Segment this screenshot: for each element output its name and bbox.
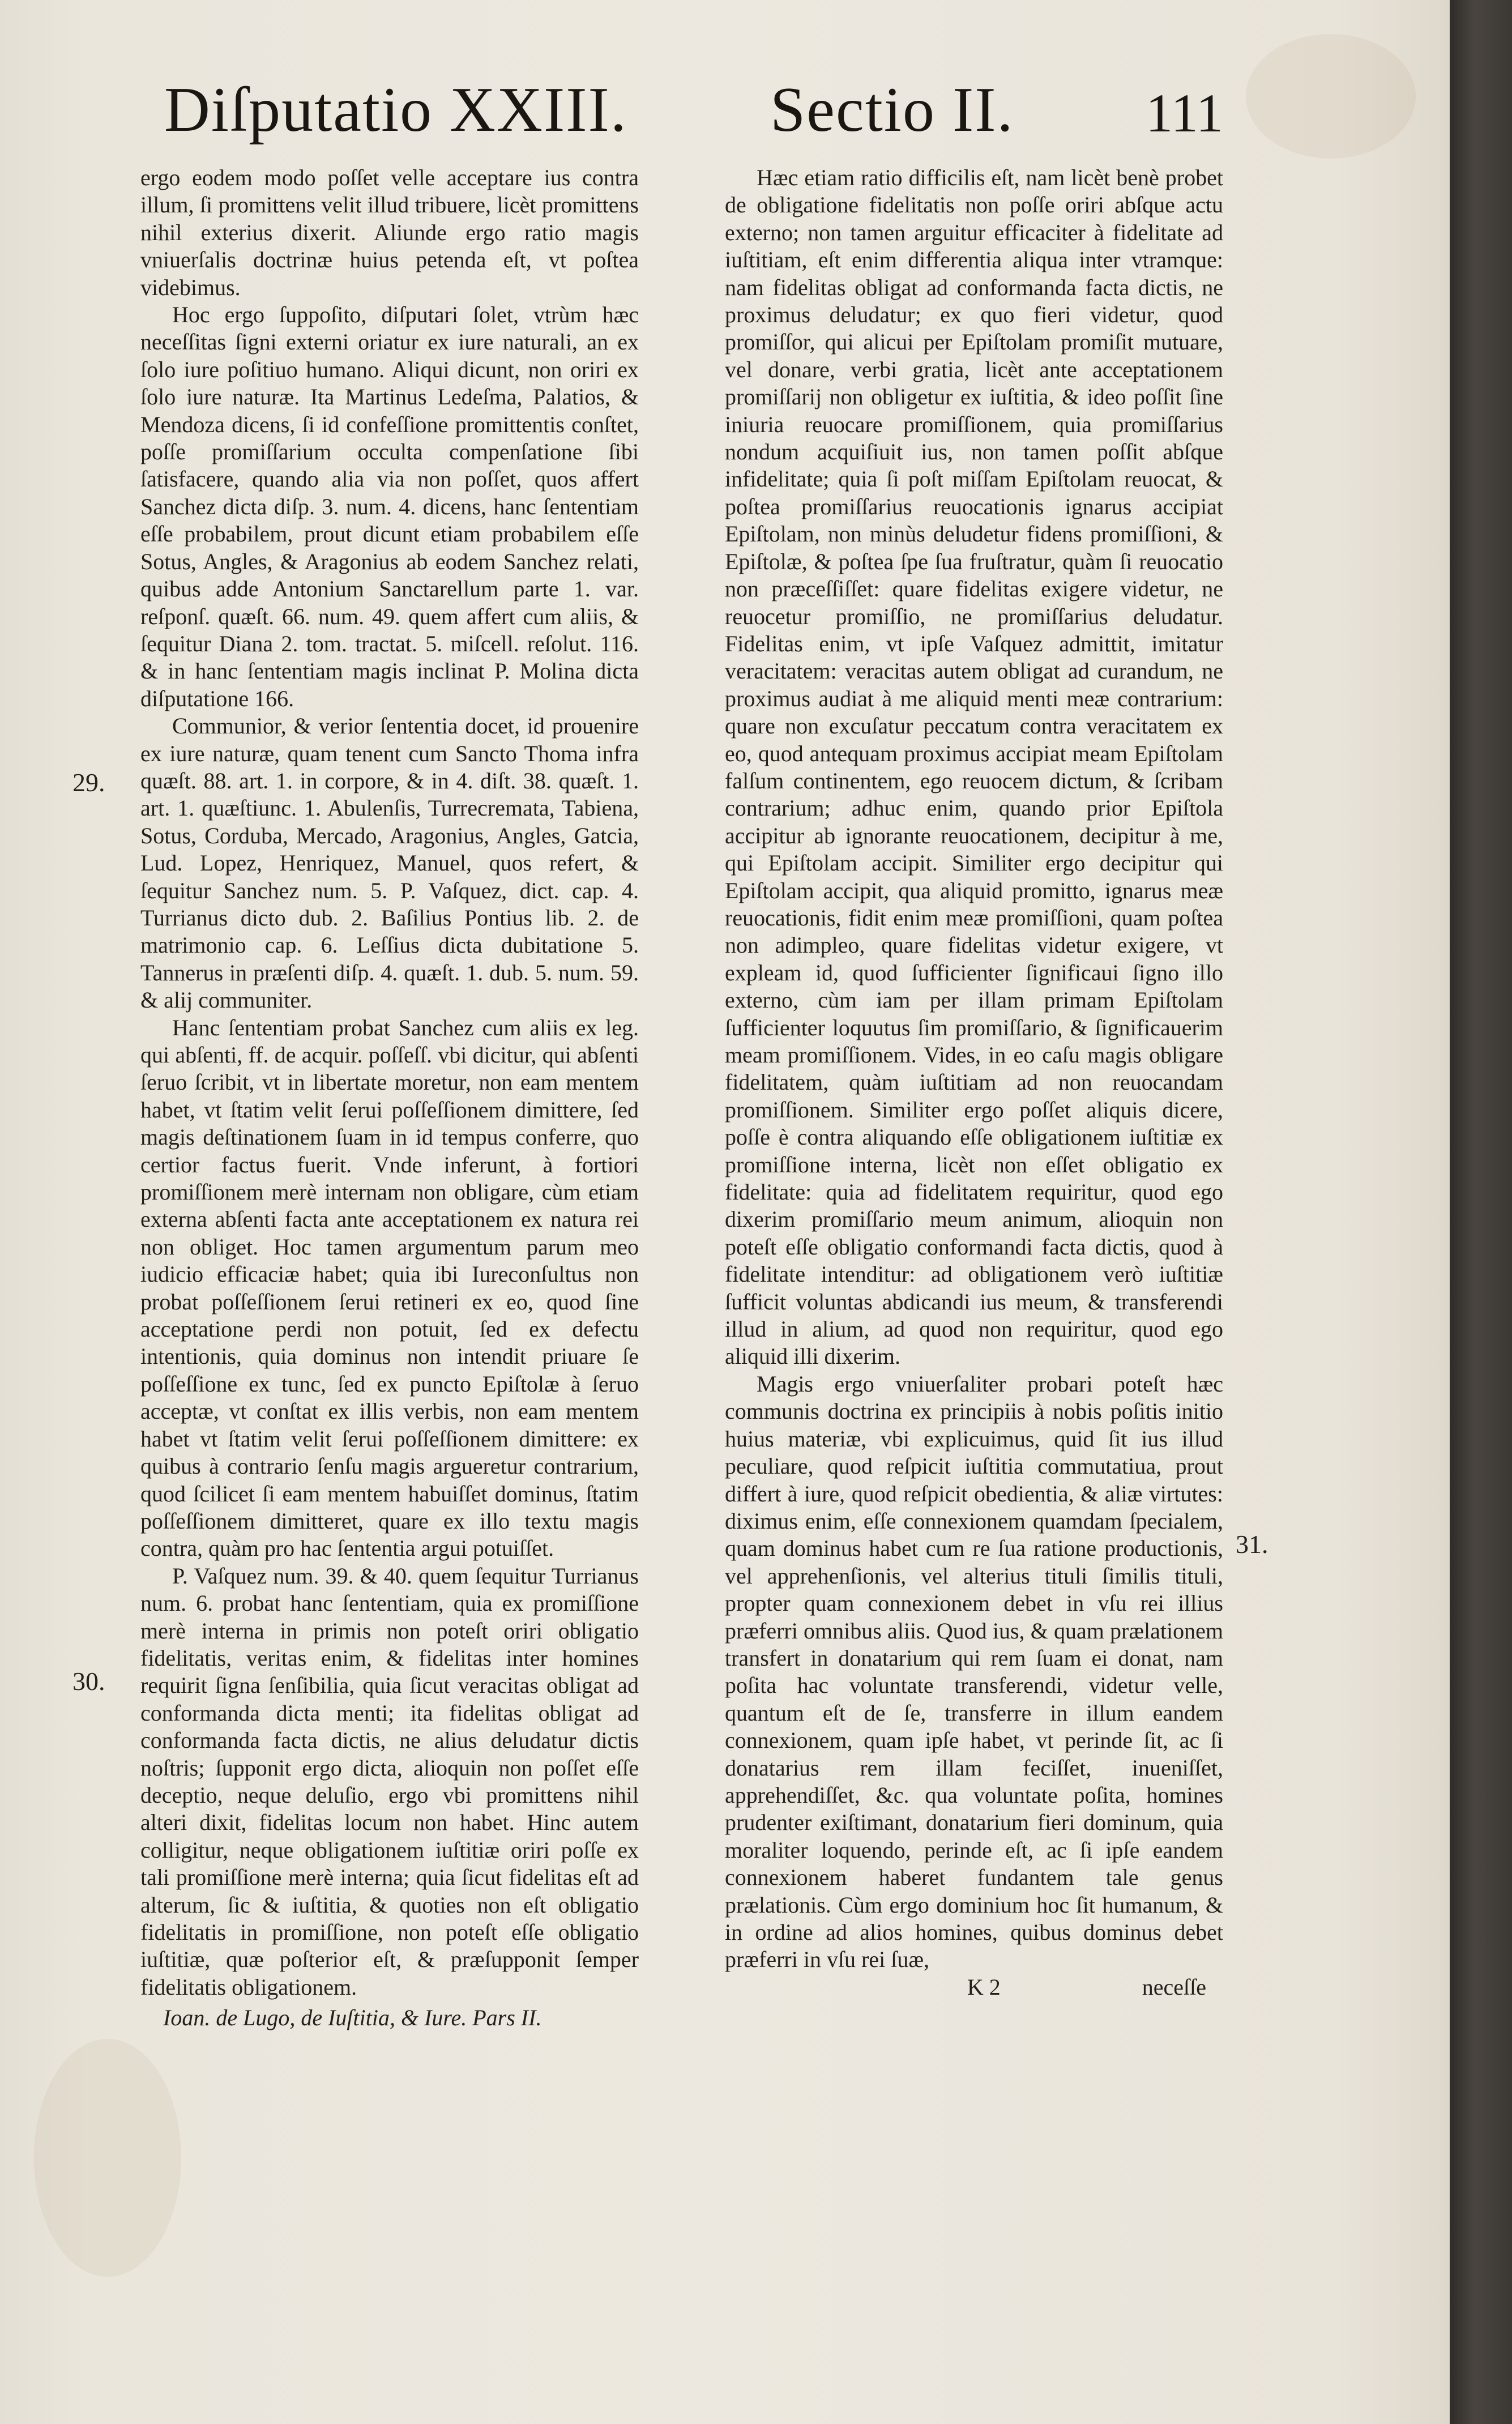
margin-number-31: 31. [1236,1530,1268,1559]
margin-number-30: 30. [72,1667,105,1696]
running-header [164,74,1229,159]
paragraph: ergo eodem modo poſſet velle acceptare ius contra illum, ſi promittens velit illud tribuere, licèt promittens nihil exterius dixerit. Aliunde ergo ratio magis vniuerſalis doctrinæ huius petenda eſt, vt poſtea videbimus. [140,165,639,300]
left-column [140,164,639,2032]
paper-stain [34,2039,181,2277]
paper-stain [1246,34,1416,159]
catchword: neceſſe [1142,1974,1206,2000]
header-disputatio: Diſputatio XXIII. [164,75,627,145]
header-sectio: Sectio II. [770,75,1014,145]
paragraph: Magis ergo vniuerſaliter probari poteſt hæc communis doctrina ex principiis à nobis poſitis initio huius materiæ, vbi explicuimus, quid ſit ius illud peculiare, quod reſpicit iuſtitia commutatiua, prout differt à iure, quod reſpicit obedientia, & aliæ virtutes: diximus enim, eſſe connexionem quamdam ſpecialem, quam dominus habet cum re ſua ratione productionis, vel apprehenſionis, vel alterius tituli ſimilis tituli, propter quam connexionem debet in vſu rei illius præferri omnibus aliis. Quod ius, & quam prælationem transfert in donatarium qui rem ſuam ei donat, nam poſita hac voluntate transferendi, videtur velle, quantum eſt de ſe, transferre in illum eandem connexionem, quam ipſe habet, vt perinde ſit, ac ſi donatarius rem illam feciſſet, inueniſſet, apprehendiſſet, &c. qua voluntate poſita, homines prudenter exiſtimant, donatarium fieri dominum, quia moraliter loquendo, perinde eſt, ac ſi ipſe eandem connexionem haberet fundantem tale genus prælationis. Cùm ergo dominium hoc ſit humanum, & in ordine ad alios homines, quibus dominus debet præferri in vſu rei ſuæ, [725,1371,1223,1973]
paragraph: Communior, & verior ſententia docet, id prouenire ex iure naturæ, quam tenent cum Sancto Thoma infra quæſt. 88. art. 1. in corpore, & in 4. diſt. 38. quæſt. 1. art. 1. quæſtiunc. 1. Abulenſis, Turrecremata, Tabiena, Sotus, Corduba, Mercado, Aragonius, Angles, Gatcia, Lud. Lopez, Henriquez, Manuel, quos refert, & ſequitur Sanchez num. 5. P. Vaſquez, dict. cap. 4. Turrianus dicto dub. 2. Baſilius Pontius lib. 2. de matrimonio cap. 6. Leſſius dicta dubitatione 5. Tannerus in præſenti diſp. 4. quæſt. 1. dub. 5. num. 59. & alij communiter. [140,713,639,1013]
right-column [725,164,1223,2001]
margin-number-29: 29. [72,768,105,797]
paragraph: P. Vaſquez num. 39. & 40. quem ſequitur Turrianus num. 6. probat hanc ſententiam, quia ex promiſſione merè interna in primis non poteſt oriri obligatio fidelitatis, veritas enim, & fidelitas inter homines requirit ſigna ſenſibilia, quia ſicut veracitas obligat ad conformanda dicta menti; ita fidelitas obligat ad conformanda facta dictis, ne alius deludatur dictis noſtris; ſupponit ergo dicta, alioquin non poſſet eſſe deceptio, neque deluſio, ergo vbi promittens nihil alteri dixit, fidelitas locum non habet. Hinc autem colligitur, neque obligationem iuſtitiæ oriri poſſe ex tali promiſſione merè interna; quia ſicut fidelitas eſt ad alterum, ſic & iuſtitia, & quoties non eſt obligatio fidelitatis in promiſſione, non poteſt eſſe obligatio iuſtitiæ, quæ poſterior eſt, & præſupponit ſemper fidelitatis obligationem. [140,1563,639,2000]
page-edge-shadow [1450,0,1512,2424]
paragraph: Hoc ergo ſuppoſito, diſputari ſolet, vtrùm hæc neceſſitas ſigni externi oriatur ex iure naturali, an ex ſolo iure poſitiuo humano. Aliqui dicunt, non oriri ex ſolo iure naturæ. Ita Martinus Ledeſma, Palatios, & Mendoza dicens, ſi id confeſſione promittentis conſtet, poſſe promiſſarium occulta compenſatione ſibi ſatisfacere, quando alia via non poſſet, quos affert Sanchez dicta diſp. 3. num. 4. dicens, hanc ſententiam eſſe probabilem, prout dicunt etiam probabilem eſſe Sotus, Angles, & Aragonius ab eodem Sanchez relati, quibus adde Antonium Sanctarellum parte 1. var. reſponſ. quæſt. 66. num. 49. quem affert cum aliis, & ſequitur Diana 2. tom. tractat. 5. miſcell. reſolut. 116. & in hanc ſententiam magis inclinat P. Molina dicta diſputatione 166. [140,302,639,711]
paragraph: Hanc ſententiam probat Sanchez cum aliis ex leg. qui abſenti, ff. de acquir. poſſeſſ. vbi dicitur, qui abſenti ſeruo ſcribit, vt in libertate moretur, non eam mentem habet, vt ſtatim velit ſerui poſſeſſionem dimittere, ſed magis deſtinationem ſuam in id tempus conferre, quo certior factus fuerit. Vnde inferunt, à fortiori promiſſionem merè internam non obligare, cùm etiam externa abſenti facta ante acceptationem ex natura rei non obliget. Hoc tamen argumentum parum meo iudicio efficaciæ habet; quia ibi Iureconſultus non probat poſſeſſionem ſerui retineri ex eo, quod ſine acceptatione perdi non potuit, ſed ex defectu intentionis, quia dominus non intendit priuare ſe poſſeſſione ex tunc, ſed ex puncto Epiſtolæ à ſeruo acceptæ, vt conſtat ex illis verbis, non eam mentem habet vt ſtatim velit ſerui poſſeſſionem dimittere: ex quibus à contrario ſenſu magis argueretur contrarium, quod ſcilicet ſi eam mentem habuiſſet dominus, ſtatim poſſeſſionem dimitteret, quare ex illo textu magis contra, quàm pro hac ſententia argui potuiſſet. [140,1014,639,1561]
paragraph: Hæc etiam ratio difficilis eſt, nam licèt benè probet de obligatione fidelitatis non poſſe oriri abſque actu externo; non tamen arguitur efficaciter à fidelitate ad iuſtitiam, eſt enim differentia aliqua inter vtramque: nam fidelitas obligat ad conformanda facta dictis, ne proximus deludatur; ex quo fieri videtur, quod promiſſor, qui alicui per Epiſtolam promiſit mutuare, vel donare, verbi gratia, licèt ante acceptationem promiſſarij non obligetur ex iuſtitia, & ideo poſſit ſine iniuria reuocare promiſſionem, quia promiſſarius nondum acquiſiuit ius, non tamen poſſit abſque infidelitate; quia ſi poſt miſſam Epiſtolam reuocat, & poſtea promiſſarius reuocationis ignarus accipiat Epiſtolam, non minùs deludetur fidens promiſſioni, & Epiſtolæ, & poſtea ſpe ſua fruſtratur, quàm ſi reuocatio non præceſſiſſet: quare fidelitas exigere videtur, ne reuocetur promiſſio, ne promiſſarius deludatur. Fidelitas enim, vt ipſe Vaſquez admittit, imitatur veracitatem: veracitas autem obligat ad curandum, ne proximus audiat à me aliquid menti meæ contrarium: quare non excuſatur peccatum contra veracitatem ex eo, quod antequam proximus accipiat meam Epiſtolam falſum continentem, ego reuocem dictum, & ſcribam contrarium; adhuc enim, quando prior Epiſtola accipitur ab ignorante reuocationem, decipitur à me, qui Epiſtolam accipit. Similiter ergo decipitur qui Epiſtolam accipit, qua aliquid promitto, ignarus meæ reuocationis, fidit enim meæ promiſſioni, quam poſtea non adimpleo, quare fidelitas videtur exigere, vt expleam id, quod ſufficienter ſignificaui ſigno illo externo, cùm iam per illam primam Epiſtolam ſufficienter loquutus ſim promiſſario, & ſignificauerim meam promiſſionem. Vides, in eo caſu magis obligare fidelitatem, quàm iuſtitiam ad non reuocandam promiſſionem. Similiter ergo poſſet aliquis dicere, poſſe è contra aliquando eſſe obligationem iuſtitiæ ex promiſſione interna, licèt non eſſet obligatio ex fidelitate: quia ad fidelitatem requiritur, quod ego dixerim promiſſario meum animum, alioquin non poteſt eſſe obligatio conformandi facta dictis, quod à fidelitate intenditur: ad obligationem verò iuſtitiæ ſufficit voluntas abdicandi ius meum, & transferendi illud in alium, ad quod non requiritur, quod ego aliquid illi dixerim. [725,165,1223,1369]
signature-mark: K 2 [967,1974,1001,2000]
signature-line: Ioan. de Lugo, de Iuſtitia, & Iure. Pars II. [163,2005,542,2031]
catchword-line [725,1974,1223,2001]
page-number: 111 [1146,83,1223,143]
